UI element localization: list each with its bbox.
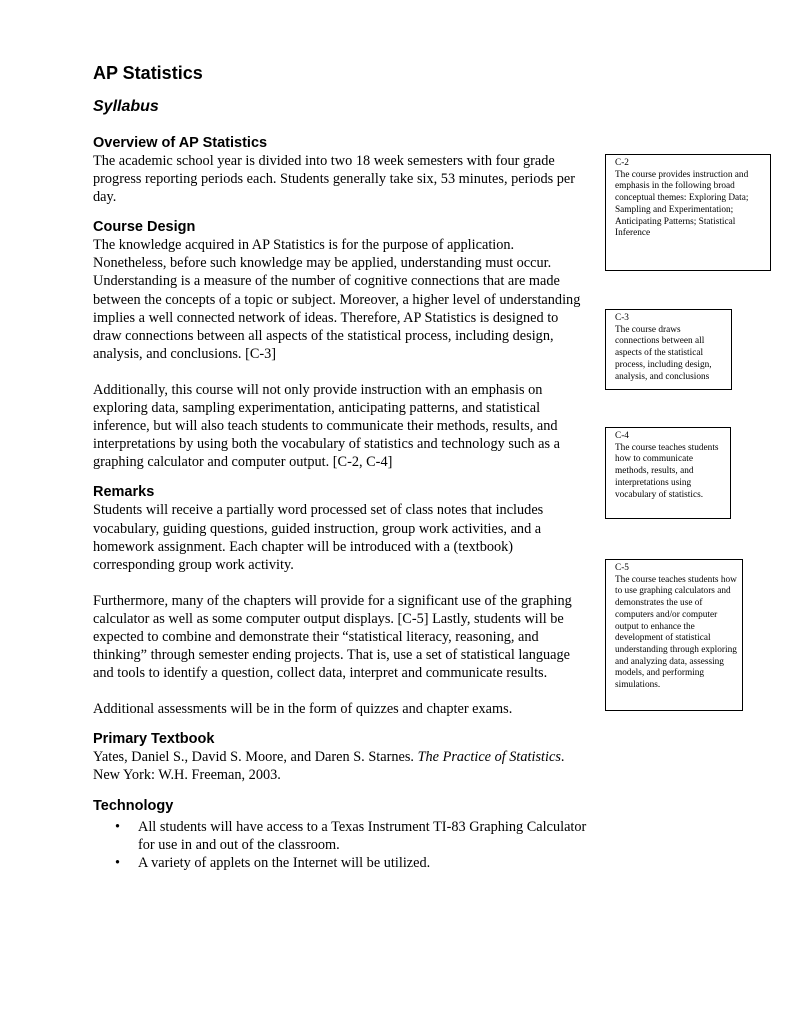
margin-note-c2 <box>605 154 771 271</box>
remarks-paragraph-1: Students will receive a partially word processed set of class notes that includes vocabulary, guiding questions, guided instruction, group work activities, and a homework assignment. Each chapter will be introduced with a (textbook) corresponding group work activity. <box>93 502 544 573</box>
technology-list <box>93 818 588 872</box>
list-item-text: A variety of applets on the Internet will be utilized. <box>138 854 431 871</box>
remarks-heading: Remarks <box>93 484 155 501</box>
margin-note-c4 <box>605 427 731 519</box>
note-code: C-2 <box>615 158 629 168</box>
bullet-icon: • <box>115 854 121 871</box>
course-design-heading: Course Design <box>93 219 196 236</box>
note-text: The course teaches students how to use graphing calculators and demonstrates the use of computers and/or computer output to enhance the development of statistical understanding through exploring and analyzing data, assessing models, and performing simulations. <box>615 574 737 691</box>
note-code: C-5 <box>615 563 629 573</box>
document-body <box>93 62 588 872</box>
note-text: The course provides instruction and emphasis in the following broad conceptual themes: Exploring Data; Sampling and Experimentation; Anticipating Patterns; Statistical Inference <box>615 169 749 239</box>
page-title: AP Statistics <box>93 63 203 83</box>
list-item <box>111 818 588 854</box>
margin-note-c5 <box>605 559 743 711</box>
note-text: The course teaches students how to communicate methods, results, and interpretations using vocabulary of statistics. <box>615 442 719 500</box>
textbook-title: The Practice of Statistics <box>417 749 561 766</box>
list-item <box>111 854 588 872</box>
textbook-citation <box>93 748 588 784</box>
remarks-paragraph-2: Furthermore, many of the chapters will provide for a significant use of the graphing calculator as well as some computer output displays. [C-5] Lastly, students will be expected to combine and demonstrate their “statistical literacy, reasoning, and thinking” through semester ending projects. That is, use a set of statistical language and tools to identify a question, collect data, interpret and communicate results. <box>93 592 572 682</box>
textbook-authors: Yates, Daniel S., David S. Moore, and Daren S. Starnes. <box>93 749 418 766</box>
overview-heading: Overview of AP Statistics <box>93 135 268 151</box>
remarks-paragraph-3: Additional assessments will be in the form of quizzes and chapter exams. <box>93 701 513 718</box>
margin-note-c3 <box>605 309 732 390</box>
textbook-publisher: . New York: W.H. Freeman, 2003. <box>93 749 565 784</box>
list-item-text: All students will have access to a Texas Instrument TI-83 Graphing Calculator for use in and out of the classroom. <box>138 818 587 853</box>
note-code: C-3 <box>615 313 629 323</box>
course-design-paragraph-2: Additionally, this course will not only provide instruction with an emphasis on exploring data, sampling experimentation, anticipating patterns, and statistical inference, but will also teach students to communicate their methods, results, and interpretations by using both the vocabulary of statistics and technology such as a graphing calculator and computer output. [C-2, C-4] <box>93 381 560 471</box>
note-text: The course draws connections between all aspects of the statistical process, including design, analysis, and conclusions <box>615 324 712 382</box>
note-code: C-4 <box>615 431 629 441</box>
course-design-paragraph-1: The knowledge acquired in AP Statistics is for the purpose of application. Nonetheless, before such knowledge may be applied, understanding must occur. Understanding is a measure of the number of cognitive connections that are made between the concepts of a topic or subject. Moreover, a higher level of understanding implies a well connected network of ideas. Therefore, AP Statistics is designed to draw connections between all aspects of the statistical process, including design, analysis, and conclusions. [C-3] <box>93 237 581 362</box>
page-subtitle: Syllabus <box>93 98 159 115</box>
overview-text: The academic school year is divided into two 18 week semesters with four grade progress reporting periods each. Students generally take six, 53 minutes, periods per day. <box>93 153 576 206</box>
technology-heading: Technology <box>93 797 174 814</box>
bullet-icon: • <box>115 818 121 835</box>
textbook-heading: Primary Textbook <box>93 731 215 748</box>
